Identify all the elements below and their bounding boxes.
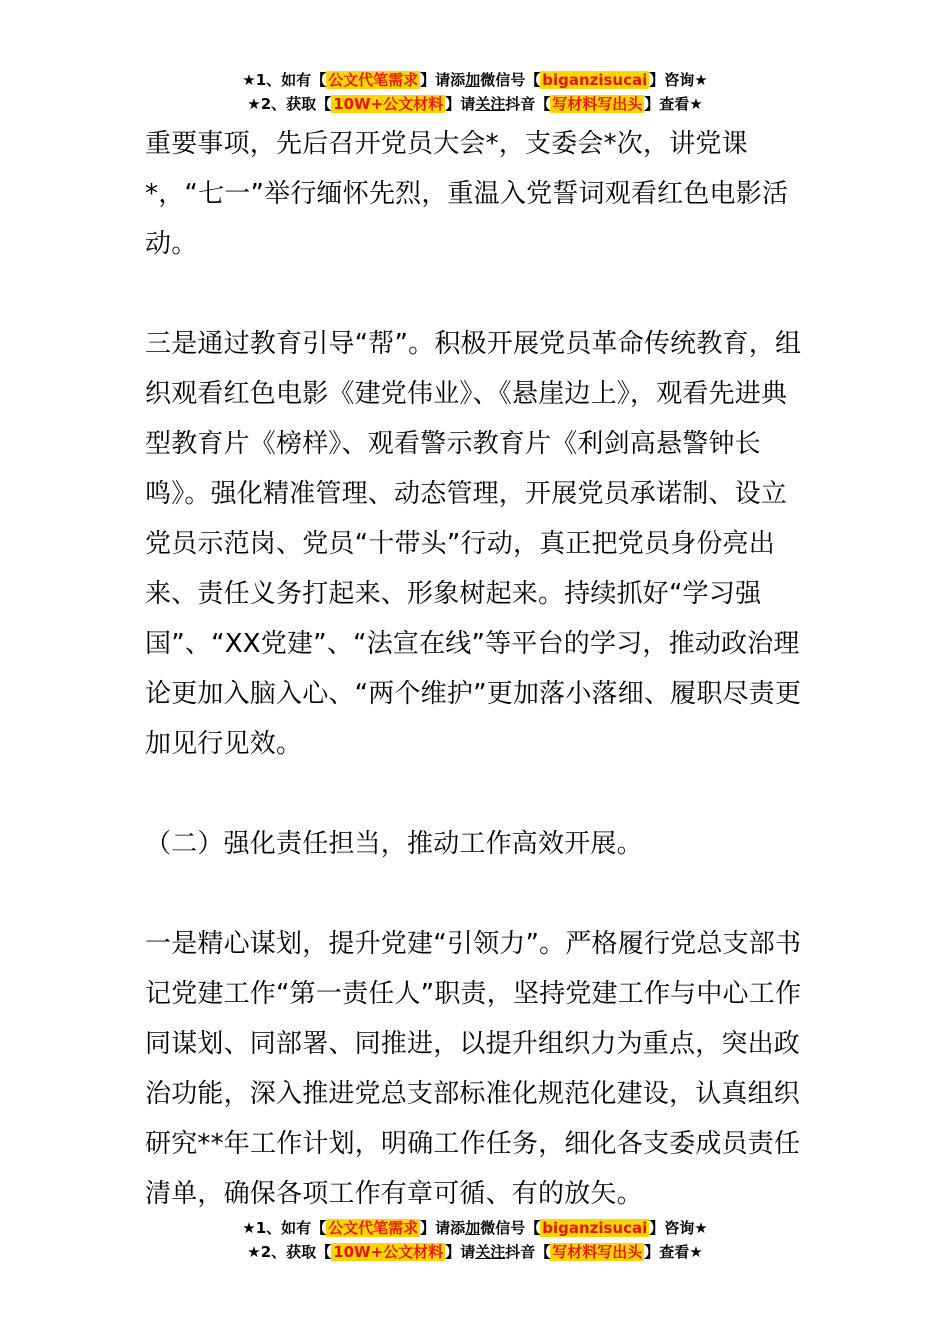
banner-text: 】请 — [445, 1243, 476, 1261]
paragraph-gap — [145, 269, 810, 319]
header-banner — [0, 68, 950, 116]
banner-text: 抖音【 — [505, 1243, 551, 1261]
footer-banner — [0, 1216, 950, 1264]
document-body — [145, 119, 810, 1219]
ghostwriting-tag: 公文代笔需求 — [328, 1219, 419, 1237]
section-heading: （二）强化责任担当，推动工作高效开展。 — [145, 829, 643, 859]
banner-emphasis: 加 — [465, 71, 481, 89]
banner-text: 微信号【 — [480, 71, 541, 89]
paragraph-education: 三是通过教育引导“帮”。积极开展党员革命传统教育，组织观看红色电影《建党伟业》、《悬崖边上》，观看先进典型教育片《榜样》、观看警示教育片《利剑高悬警钟长鸣》。强化精准管理、动态管理，开展党员承诺制、设立党员示范岗、党员“十带头”行动，真正把党员身份亮出来、责任义务打起来、形象树起来。持续抓好“学习强国”、“XX党建”、“法宣在线”等平台的学习，推动政治理论更加入脑入心、“两个维护”更加落小落细、履职尽责更加见行见效。 — [145, 329, 802, 759]
banner-line-1 — [0, 1216, 950, 1240]
banner-text: 】请添 — [420, 71, 466, 89]
banner-text: 】查看★ — [644, 1243, 703, 1261]
banner-text: 】请 — [445, 95, 476, 113]
banner-text: ★2、获取【 — [247, 1243, 332, 1261]
banner-line-2 — [0, 1240, 950, 1264]
banner-text: ★1、如有【 — [242, 71, 327, 89]
paragraph-planning: 一是精心谋划，提升党建“引领力”。严格履行党总支部书记党建工作“第一责任人”职责，坚持党建工作与中心工作同谋划、同部署、同推进，以提升组织力为重点，突出政治功能，深入推进党总支部标准化规范化建设，认真组织研究**年工作计划，明确工作任务，细化各支委成员责任清单，确保各项工作有章可循、有的放矢。 — [145, 929, 802, 1209]
douyin-account-tag: 写材料写出头 — [552, 95, 643, 113]
ghostwriting-tag: 公文代笔需求 — [328, 71, 419, 89]
banner-text: 】咨询★ — [649, 71, 708, 89]
banner-text: 微信号【 — [480, 1219, 541, 1237]
banner-text: 】查看★ — [644, 95, 703, 113]
banner-text: 】请添 — [420, 1219, 466, 1237]
materials-tag: 10W+公文材料 — [333, 1243, 444, 1261]
materials-tag: 10W+公文材料 — [333, 95, 444, 113]
banner-line-1 — [0, 68, 950, 92]
banner-text: ★2、获取【 — [247, 95, 332, 113]
banner-text: 】咨询★ — [649, 1219, 708, 1237]
banner-emphasis: 关注 — [475, 95, 506, 113]
banner-emphasis: 加 — [465, 1219, 481, 1237]
wechat-id-tag: biganzisucai — [542, 71, 648, 89]
banner-emphasis: 关注 — [475, 1243, 506, 1261]
banner-text: 抖音【 — [505, 95, 551, 113]
wechat-id-tag: biganzisucai — [542, 1219, 648, 1237]
paragraph-gap — [145, 769, 810, 819]
banner-line-2 — [0, 92, 950, 116]
banner-text: ★1、如有【 — [242, 1219, 327, 1237]
paragraph-gap — [145, 869, 810, 919]
paragraph-continuation: 重要事项，先后召开党员大会*，支委会*次，讲党课*，“七一”举行缅怀先烈，重温入党誓词观看红色电影活动。 — [145, 129, 789, 259]
douyin-account-tag: 写材料写出头 — [552, 1243, 643, 1261]
